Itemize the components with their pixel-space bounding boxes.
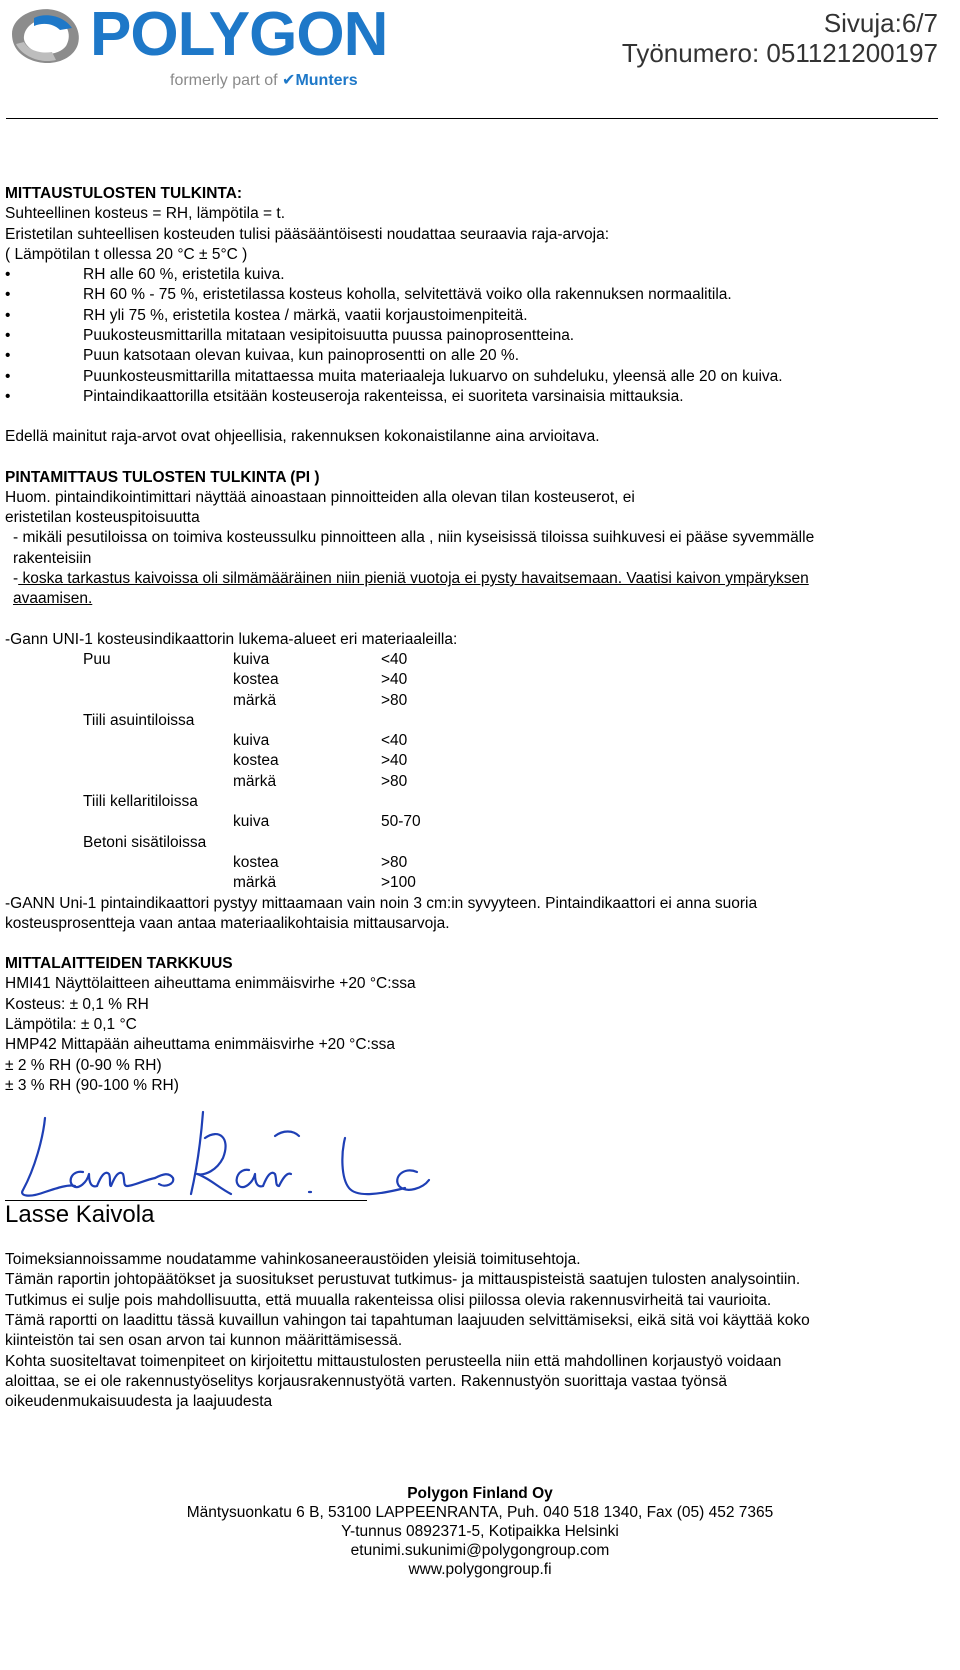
text-line: Lämpötila: ± 0,1 °C bbox=[5, 1015, 137, 1033]
list-item: • RH 60 % - 75 %, eristetilassa kosteus koholla, selvitettävä voiko olla rakennuksen normaalitila. bbox=[5, 285, 935, 305]
value-cell: >80 bbox=[381, 691, 408, 709]
material-cell bbox=[83, 873, 233, 893]
material-cell bbox=[83, 853, 233, 873]
terms-line: Kohta suositeltavat toimenpiteet on kirjoitettu mittaustulosten perusteella niin että mahdollinen korjaustyö voidaan bbox=[5, 1352, 782, 1370]
section-title-measurement: MITTAUSTULOSTEN TULKINTA: bbox=[5, 185, 243, 202]
criteria-list bbox=[5, 265, 935, 407]
text-line: - mikäli pesutiloissa on toimiva kosteussulku pinnoitteen alla , niin kyseisissä tiloissa suihkuvesi ei pääse syvemmälle bbox=[13, 529, 815, 547]
material-cell bbox=[83, 670, 233, 690]
state-cell: märkä bbox=[233, 772, 277, 790]
munters-check-icon: ✔ bbox=[282, 72, 296, 89]
polygon-logo bbox=[6, 0, 388, 92]
text-line: HMP42 Mittapään aiheuttama enimmäisvirhe +20 °C:ssa bbox=[5, 1036, 396, 1054]
underlined-text: avaamisen. bbox=[13, 590, 93, 608]
state-cell: märkä bbox=[233, 874, 277, 892]
material-cell: Puu bbox=[83, 650, 111, 668]
value-cell: >80 bbox=[381, 772, 408, 790]
job-number: Työnumero: 051121200197 bbox=[621, 38, 938, 68]
spacer bbox=[5, 934, 935, 954]
spacer bbox=[5, 1230, 935, 1250]
state-cell: kuiva bbox=[233, 650, 270, 668]
terms-line: Tämän raportin johtopäätökset ja suositukset perustuvat tutkimus- ja mittauspisteistä saatujen tulosten analysointiin. bbox=[5, 1271, 801, 1289]
list-item: • RH yli 75 %, eristetila kostea / märkä, vaatii korjaustoimenpiteitä. bbox=[5, 306, 935, 326]
state-cell: kuiva bbox=[233, 732, 270, 750]
material-cell bbox=[83, 731, 233, 751]
signature-block bbox=[5, 1108, 935, 1200]
footer-web-link[interactable]: www.polygongroup.fi bbox=[408, 1561, 552, 1578]
table-row bbox=[83, 833, 421, 853]
value-cell: >40 bbox=[381, 752, 408, 770]
table-row bbox=[83, 772, 421, 792]
value-cell: <40 bbox=[381, 732, 408, 750]
table-row bbox=[83, 731, 421, 751]
footer-address: Mäntysuonkatu 6 B, 53100 LAPPEENRANTA, Puh. 040 518 1340, Fax (05) 452 7365 bbox=[186, 1504, 774, 1521]
text-line: ± 3 % RH (90-100 % RH) bbox=[5, 1076, 179, 1094]
underlined-note-cont bbox=[5, 589, 935, 609]
text-line: rakenteisiin bbox=[13, 549, 92, 567]
list-item: • Puunkosteusmittarilla mitattaessa muita materiaaleja lukuarvo on suhdeluku, yleensä alle 20 on kuiva. bbox=[5, 367, 935, 387]
text-line: ( Lämpötilan t ollessa 20 °C ± 5°C ) bbox=[5, 245, 248, 263]
logo-sub-brand: Munters bbox=[295, 72, 358, 89]
section-title-accuracy: MITTALAITTEIDEN TARKKUUS bbox=[5, 955, 233, 973]
gann-title: -Gann UNI-1 kosteusindikaattorin lukema-alueet eri materiaaleilla: bbox=[5, 630, 458, 648]
terms-line: oikeudenmukaisuudesta ja laajuudesta bbox=[5, 1393, 273, 1411]
underlined-text: koska tarkastus kaivoissa oli silmämääräinen niin pieniä vuotoja ei pysty havaitsemaan. Vaatisi kaivon ympäryksen bbox=[18, 570, 809, 588]
footer-ytunnus: Y-tunnus 0892371-5, Kotipaikka Helsinki bbox=[341, 1523, 619, 1540]
logo-sub-prefix: formerly part of bbox=[170, 72, 278, 89]
gann-note: kosteusprosentteja vaan antaa materiaalikohtaisia mittausarvoja. bbox=[5, 914, 450, 932]
footer-company: Polygon Finland Oy bbox=[407, 1485, 553, 1502]
table-row bbox=[83, 650, 421, 670]
list-item: • Puukosteusmittarilla mitataan vesipitoisuutta puussa painoprosentteina. bbox=[5, 326, 935, 346]
logo-wordmark: POLYGON bbox=[90, 0, 388, 69]
page-footer bbox=[0, 1484, 960, 1579]
gann-reading-table bbox=[83, 650, 421, 894]
material-cell: Tiili asuintiloissa bbox=[83, 711, 195, 729]
spacer bbox=[5, 448, 935, 468]
value-cell: >40 bbox=[381, 671, 408, 689]
report-content bbox=[5, 184, 935, 1413]
table-row bbox=[83, 853, 421, 873]
table-row bbox=[83, 691, 421, 711]
polygon-logo-mark-icon bbox=[6, 4, 86, 66]
terms-line: Tutkimus ei sulje pois mahdollisuutta, että muualla rakenteissa olisi piilossa olevia rakennusvirheitä tai vaurioita. bbox=[5, 1291, 772, 1309]
text-line: HMI41 Näyttölaitteen aiheuttama enimmäisvirhe +20 °C:ssa bbox=[5, 975, 416, 993]
list-item: • Puun katsotaan olevan kuivaa, kun painoprosentti on alle 20 %. bbox=[5, 346, 935, 366]
table-row bbox=[83, 751, 421, 771]
handwritten-signature-icon bbox=[5, 1108, 445, 1200]
value-cell: >100 bbox=[381, 874, 416, 892]
table-row bbox=[83, 812, 421, 832]
value-cell: >80 bbox=[381, 853, 408, 871]
gann-note: -GANN Uni-1 pintaindikaattori pystyy mittaamaan vain noin 3 cm:in syvyyteen. Pintaindikaattori ei anna suoria bbox=[5, 894, 758, 912]
signature-line bbox=[5, 1200, 367, 1201]
terms-line: Toimeksiannoissamme noudatamme vahinkosaneeraustöiden yleisiä toimitusehtoja. bbox=[5, 1251, 581, 1269]
material-cell bbox=[83, 751, 233, 771]
table-row bbox=[83, 711, 421, 731]
text-line: Suhteellinen kosteus = RH, lämpötila = t. bbox=[5, 205, 286, 223]
header-meta bbox=[622, 8, 938, 68]
terms-line: Tämä raportti on laadittu tässä kuvaillun vahingon tai tapahtuman laajuuden selvittämiseksi, eikä sitä voi käyttää koko bbox=[5, 1312, 810, 1330]
underlined-note bbox=[5, 569, 935, 589]
state-cell: kostea bbox=[233, 853, 279, 871]
header-divider bbox=[6, 118, 938, 119]
spacer bbox=[5, 610, 935, 630]
table-row bbox=[83, 670, 421, 690]
state-cell: kostea bbox=[233, 752, 279, 770]
material-cell: Tiili kellaritiloissa bbox=[83, 793, 198, 811]
state-cell: kostea bbox=[233, 671, 279, 689]
section-title-surface: PINTAMITTAUS TULOSTEN TULKINTA (PI ) bbox=[5, 468, 320, 486]
page-count: Sivuja:6/7 bbox=[823, 8, 938, 38]
spacer bbox=[5, 407, 935, 427]
logo-subtitle bbox=[170, 70, 358, 90]
list-item: • RH alle 60 %, eristetila kuiva. bbox=[5, 265, 935, 285]
value-cell: 50-70 bbox=[381, 813, 421, 831]
text-line: Huom. pintaindikointimittari näyttää ainoastaan pinnoitteiden alla olevan tilan kosteuserot, ei bbox=[5, 488, 635, 506]
material-cell bbox=[83, 812, 233, 832]
state-cell: märkä bbox=[233, 691, 277, 709]
table-row bbox=[83, 792, 421, 812]
text-line: Kosteus: ± 0,1 % RH bbox=[5, 995, 149, 1013]
footer-email-link[interactable]: etunimi.sukunimi@polygongroup.com bbox=[350, 1542, 610, 1559]
text-line: eristetilan kosteuspitoisuutta bbox=[5, 509, 200, 527]
terms-line: kiinteistön tai sen osan arvon tai kunnon määrittämisessä. bbox=[5, 1332, 403, 1350]
signer-name: Lasse Kaivola bbox=[5, 1201, 155, 1229]
text-line: ± 2 % RH (0-90 % RH) bbox=[5, 1056, 162, 1074]
table-row bbox=[83, 873, 421, 893]
material-cell: Betoni sisätiloissa bbox=[83, 833, 207, 851]
value-cell: <40 bbox=[381, 650, 408, 668]
material-cell bbox=[83, 772, 233, 792]
guidance-note: Edellä mainitut raja-arvot ovat ohjeellisia, rakennuksen kokonaistilanne aina arvioitava. bbox=[5, 428, 600, 446]
text-line: Eristetilan suhteellisen kosteuden tulisi pääsääntöisesti noudattaa seuraavia raja-arvoja: bbox=[5, 225, 610, 243]
dash: - bbox=[13, 570, 19, 588]
list-item: • Pintaindikaattorilla etsitään kosteuseroja rakenteissa, ei suoriteta varsinaisia mittauksia. bbox=[5, 387, 935, 407]
terms-line: aloittaa, se ei ole rakennustyöselitys korjausrakennustyötä varten. Rakennustyön suorittaja vastaa työnsä bbox=[5, 1372, 728, 1390]
material-cell bbox=[83, 691, 233, 711]
state-cell: kuiva bbox=[233, 813, 270, 831]
